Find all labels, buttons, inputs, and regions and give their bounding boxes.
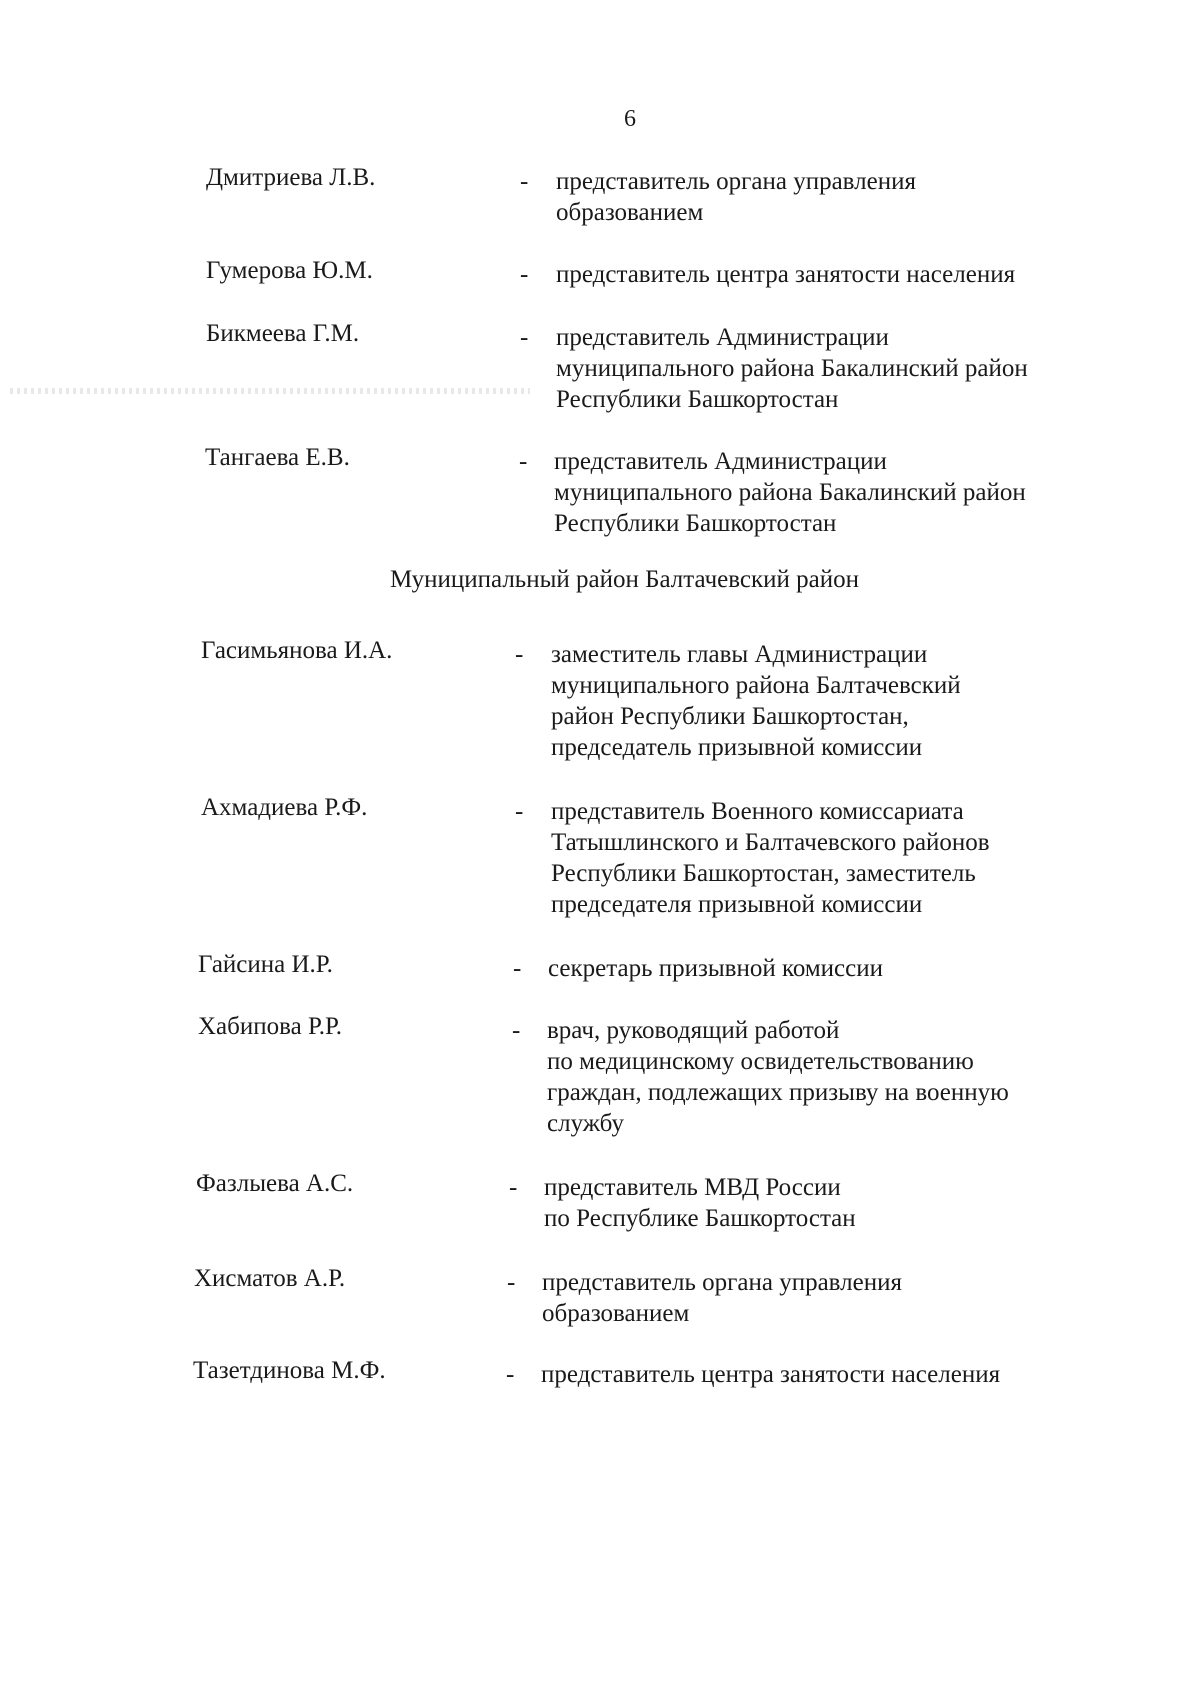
role-line: представитель центра занятости населения — [556, 261, 1016, 288]
role-line: представитель органа управления — [542, 1269, 902, 1296]
member-name: Дмитриева Л.В. — [206, 164, 376, 191]
scan-artifact — [10, 388, 530, 394]
member-role — [556, 166, 916, 228]
role-line: представитель Военного комиссариата — [551, 798, 964, 825]
member-name: Хисматов А.Р. — [194, 1265, 346, 1292]
role-line: муниципального района Бакалинский район — [554, 479, 1026, 506]
role-line: граждан, подлежащих призыву на военную — [547, 1079, 1009, 1106]
member-name: Гайсина И.Р. — [198, 951, 333, 978]
role-line: муниципального района Бакалинский район — [556, 355, 1028, 382]
member-name: Фазлыева А.С. — [196, 1170, 354, 1197]
member-role — [541, 1359, 1000, 1390]
member-role — [556, 259, 1015, 290]
role-line: Татышлинского и Балтачевского районов — [551, 829, 990, 856]
member-name: Хабипова Р.Р. — [198, 1013, 343, 1040]
member-role — [556, 322, 1028, 415]
member-dash: - — [519, 448, 528, 475]
role-line: представитель Администрации — [554, 448, 887, 475]
role-line: заместитель главы Администрации — [551, 641, 928, 668]
role-line: службу — [547, 1110, 624, 1137]
member-role — [544, 1172, 856, 1234]
role-line: Республики Башкортостан — [556, 386, 839, 413]
member-name: Тангаева Е.В. — [205, 444, 350, 471]
role-line: муниципального района Балтачевский — [551, 672, 961, 699]
member-role — [554, 446, 1026, 539]
member-name: Гумерова Ю.М. — [206, 257, 373, 284]
member-name: Тазетдинова М.Ф. — [193, 1357, 386, 1384]
section-title: Муниципальный район Балтачевский район — [390, 566, 860, 593]
role-line: Республики Башкортостан, заместитель — [551, 860, 976, 887]
role-line: по Республике Башкортостан — [544, 1205, 856, 1232]
member-dash: - — [515, 641, 524, 668]
member-name: Бикмеева Г.М. — [206, 320, 360, 347]
role-line: по медицинскому освидетельствованию — [547, 1048, 974, 1075]
member-name: Ахмадиева Р.Ф. — [201, 794, 368, 821]
role-line: секретарь призывной комиссии — [548, 955, 884, 982]
role-line: представитель органа управления — [556, 168, 916, 195]
role-line: представитель МВД России — [544, 1174, 841, 1201]
member-dash: - — [509, 1174, 518, 1201]
member-role — [551, 796, 990, 920]
role-line: представитель центра занятости населения — [541, 1361, 1001, 1388]
member-name: Гасимьянова И.А. — [201, 637, 393, 664]
role-line: образованием — [542, 1300, 690, 1327]
member-role — [547, 1015, 1009, 1139]
member-dash: - — [507, 1269, 516, 1296]
member-dash: - — [520, 261, 529, 288]
member-dash: - — [512, 1017, 521, 1044]
member-role — [548, 953, 883, 984]
member-dash: - — [515, 798, 524, 825]
role-line: председателя призывной комиссии — [551, 891, 923, 918]
role-line: представитель Администрации — [556, 324, 889, 351]
member-dash: - — [520, 324, 529, 351]
member-role — [551, 639, 961, 763]
member-role — [542, 1267, 902, 1329]
role-line: врач, руководящий работой — [547, 1017, 840, 1044]
role-line: председатель призывной комиссии — [551, 734, 923, 761]
member-dash: - — [513, 955, 522, 982]
role-line: район Республики Башкортостан, — [551, 703, 909, 730]
page-number: 6 — [624, 106, 636, 132]
member-dash: - — [520, 168, 529, 195]
role-line: образованием — [556, 199, 704, 226]
member-dash: - — [506, 1361, 515, 1388]
role-line: Республики Башкортостан — [554, 510, 837, 537]
